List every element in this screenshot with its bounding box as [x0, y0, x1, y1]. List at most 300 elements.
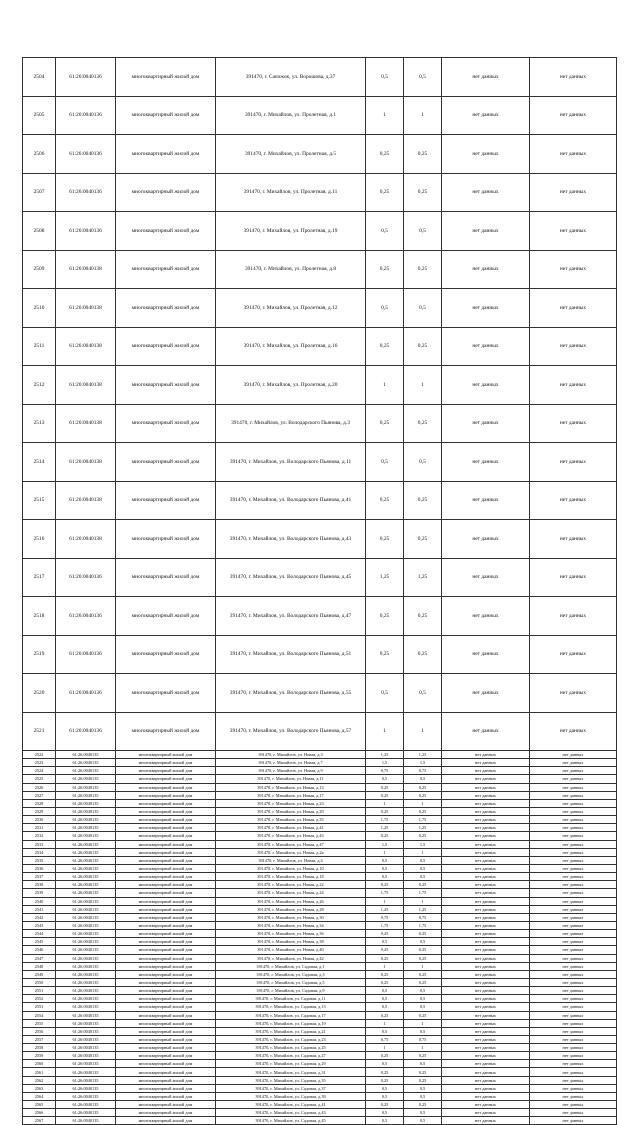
status-b-cell: нет данных: [530, 995, 617, 1003]
value-b-cell: 0,25: [404, 327, 442, 366]
table-row: [23, 864, 617, 872]
value-a-cell: 0,5: [366, 1060, 404, 1068]
value-a-cell: 1,75: [366, 816, 404, 824]
status-b-cell: нет данных: [530, 970, 617, 978]
status-a-cell: нет данных: [442, 954, 530, 962]
object-type-cell: многоквартирный жилой дом: [116, 946, 216, 954]
cadastral-number-cell: 61:26:0040135: [56, 832, 116, 840]
object-type-cell: многоквартирный жилой дом: [116, 954, 216, 962]
value-b-cell: 1: [404, 897, 442, 905]
value-b-cell: 0,25: [404, 791, 442, 799]
table-row: [23, 873, 617, 881]
status-b-cell: нет данных: [530, 807, 617, 815]
status-a-cell: нет данных: [442, 597, 530, 636]
status-b-cell: нет данных: [530, 897, 617, 905]
address-cell: 391470, г. Михайлов, ул. Володарского Пьянова, д.3: [216, 404, 366, 443]
cadastral-number-cell: 61:26:0040136: [56, 674, 116, 713]
value-a-cell: 0,5: [366, 1092, 404, 1100]
row-number-cell: 2507: [23, 173, 56, 212]
row-number-cell: 2561: [23, 1068, 56, 1076]
object-type-cell: многоквартирный жилой дом: [116, 1052, 216, 1060]
row-number-cell: 2510: [23, 289, 56, 328]
address-cell: 391470, г. Михайлов, ул. Пролетная, д.8: [216, 250, 366, 289]
table-row: [23, 1027, 617, 1035]
cadastral-number-cell: 61:26:0040136: [56, 635, 116, 674]
status-a-cell: нет данных: [442, 864, 530, 872]
address-cell: 391470, г. Михайлов, ул. Садовая, д.21: [216, 1027, 366, 1035]
value-b-cell: 0,25: [404, 832, 442, 840]
status-b-cell: нет данных: [530, 1117, 617, 1125]
address-cell: 391470, г. Михайлов, ул. Пролетная, д.11: [216, 173, 366, 212]
object-type-cell: многоквартирный жилой дом: [116, 1076, 216, 1084]
address-cell: 391470, г. Михайлов, ул. Новая, д.34: [216, 921, 366, 929]
object-type-cell: многоквартирный жилой дом: [116, 889, 216, 897]
value-b-cell: 1,25: [404, 558, 442, 597]
value-a-cell: 1,75: [366, 921, 404, 929]
status-a-cell: нет данных: [442, 856, 530, 864]
cadastral-number-cell: 61:26:0040138: [56, 289, 116, 328]
object-type-cell: многоквартирный жилой дом: [116, 987, 216, 995]
status-a-cell: нет данных: [442, 212, 530, 251]
address-cell: 391470, г. Михайлов, ул. Пролетная, д.5: [216, 135, 366, 174]
table-row: [23, 759, 617, 767]
cadastral-number-cell: 61:26:0040135: [56, 889, 116, 897]
object-type-cell: многоквартирный жилой дом: [116, 962, 216, 970]
value-b-cell: 0,5: [404, 674, 442, 713]
value-b-cell: 0,25: [404, 520, 442, 559]
value-a-cell: 0,25: [366, 135, 404, 174]
value-a-cell: 0,5: [366, 873, 404, 881]
status-b-cell: нет данных: [530, 1060, 617, 1068]
status-a-cell: нет данных: [442, 173, 530, 212]
row-number-cell: 2537: [23, 873, 56, 881]
cadastral-number-cell: 61:26:0040136: [56, 96, 116, 135]
status-b-cell: нет данных: [530, 1011, 617, 1019]
status-b-cell: нет данных: [530, 987, 617, 995]
cadastral-number-cell: 61:26:0040135: [56, 1052, 116, 1060]
object-type-cell: многоквартирный жилой дом: [116, 897, 216, 905]
object-type-cell: многоквартирный жилой дом: [116, 807, 216, 815]
row-number-cell: 2528: [23, 799, 56, 807]
table-row: [23, 250, 617, 289]
table-row: [23, 881, 617, 889]
status-b-cell: нет данных: [530, 1084, 617, 1092]
row-number-cell: 2547: [23, 954, 56, 962]
address-cell: 391470, г. Михайлов, ул. Новая, д.22: [216, 881, 366, 889]
value-a-cell: 0,5: [366, 775, 404, 783]
status-a-cell: нет данных: [442, 1019, 530, 1027]
value-a-cell: 0,25: [366, 1011, 404, 1019]
status-a-cell: нет данных: [442, 481, 530, 520]
address-cell: 391470, г. Михайлов, ул. Володарского Пьянова, д.57: [216, 712, 366, 751]
value-a-cell: 1,25: [366, 558, 404, 597]
row-number-cell: 2559: [23, 1052, 56, 1060]
table-row: [23, 404, 617, 443]
row-number-cell: 2550: [23, 978, 56, 986]
object-type-cell: многоквартирный жилой дом: [116, 1084, 216, 1092]
table-row: [23, 913, 617, 921]
table-row: [23, 799, 617, 807]
cadastral-number-cell: 61:26:0040138: [56, 366, 116, 405]
cadastral-number-cell: 61:26:0040135: [56, 824, 116, 832]
status-b-cell: нет данных: [530, 481, 617, 520]
address-cell: 391470, г. Михайлов, ул. Новая, д.17: [216, 791, 366, 799]
value-b-cell: 0,25: [404, 173, 442, 212]
status-b-cell: нет данных: [530, 873, 617, 881]
table-row: [23, 1003, 617, 1011]
cadastral-number-cell: 61:26:0040136: [56, 58, 116, 97]
value-a-cell: 0,25: [366, 327, 404, 366]
cadastral-number-cell: 61:26:0040138: [56, 443, 116, 482]
status-a-cell: нет данных: [442, 873, 530, 881]
table-row: [23, 856, 617, 864]
row-number-cell: 2506: [23, 135, 56, 174]
cadastral-number-cell: 61:26:0040135: [56, 799, 116, 807]
object-type-cell: многоквартирный жилой дом: [116, 1109, 216, 1117]
row-number-cell: 2519: [23, 635, 56, 674]
cadastral-number-cell: 61:26:0040135: [56, 1027, 116, 1035]
table-row: [23, 767, 617, 775]
table-row: [23, 173, 617, 212]
address-cell: 391470, г. Михайлов, ул. Пролетная, д.19: [216, 212, 366, 251]
table-row: [23, 1060, 617, 1068]
status-b-cell: нет данных: [530, 1027, 617, 1035]
cadastral-number-cell: 61:26:0040136: [56, 712, 116, 751]
status-a-cell: нет данных: [442, 848, 530, 856]
status-b-cell: нет данных: [530, 289, 617, 328]
value-a-cell: 0,75: [366, 767, 404, 775]
row-number-cell: 2531: [23, 824, 56, 832]
status-a-cell: нет данных: [442, 712, 530, 751]
value-b-cell: 0,75: [404, 767, 442, 775]
address-cell: 391470, г. Михайлов, ул. Садовая, д.1: [216, 962, 366, 970]
status-a-cell: нет данных: [442, 881, 530, 889]
value-b-cell: 0,5: [404, 58, 442, 97]
cadastral-number-cell: 61:26:0040138: [56, 250, 116, 289]
status-a-cell: нет данных: [442, 1052, 530, 1060]
cadastral-number-cell: 61:26:0040136: [56, 558, 116, 597]
status-a-cell: нет данных: [442, 921, 530, 929]
address-cell: 391470, г. Михайлов, ул. Новая, д.35: [216, 816, 366, 824]
address-cell: 391470, г. Михайлов, ул. Садовая, д.39: [216, 1092, 366, 1100]
row-number-cell: 2511: [23, 327, 56, 366]
table-row: [23, 1011, 617, 1019]
status-a-cell: нет данных: [442, 767, 530, 775]
status-a-cell: нет данных: [442, 1011, 530, 1019]
status-a-cell: нет данных: [442, 783, 530, 791]
address-cell: 391470, г. Михайлов, ул. Пролетная, д.1: [216, 96, 366, 135]
value-a-cell: 0,25: [366, 970, 404, 978]
status-a-cell: нет данных: [442, 289, 530, 328]
value-b-cell: 1,5: [404, 840, 442, 848]
table-row: [23, 1084, 617, 1092]
cadastral-number-cell: 61:26:0040138: [56, 327, 116, 366]
address-cell: 391470, г. Михайлов, ул. Пролетная, д.16: [216, 327, 366, 366]
value-a-cell: 0,25: [366, 930, 404, 938]
object-type-cell: многоквартирный жилой дом: [116, 905, 216, 913]
address-cell: 391470, г. Михайлов, ул. Садовая, д.41: [216, 1101, 366, 1109]
address-cell: 391470, г. Михайлов, ул. Садовая, д.37: [216, 1084, 366, 1092]
status-b-cell: нет данных: [530, 58, 617, 97]
row-number-cell: 2516: [23, 520, 56, 559]
value-a-cell: 1: [366, 1044, 404, 1052]
status-a-cell: нет данных: [442, 962, 530, 970]
row-number-cell: 2551: [23, 987, 56, 995]
table-row: [23, 558, 617, 597]
cadastral-number-cell: 61:26:0040135: [56, 816, 116, 824]
address-cell: 391470, г. Михайлов, ул. Новая, д.41: [216, 824, 366, 832]
address-cell: 391470, г. Михайлов, ул. Новая, д.9: [216, 767, 366, 775]
value-a-cell: 0,25: [366, 1052, 404, 1060]
value-b-cell: 0,5: [404, 289, 442, 328]
object-type-cell: многоквартирный жилой дом: [116, 856, 216, 864]
table-row: [23, 791, 617, 799]
cadastral-number-cell: 61:26:0040135: [56, 938, 116, 946]
status-b-cell: нет данных: [530, 327, 617, 366]
table-row: [23, 1092, 617, 1100]
table-row: [23, 889, 617, 897]
value-a-cell: 0,5: [366, 1027, 404, 1035]
status-a-cell: нет данных: [442, 978, 530, 986]
value-a-cell: 1: [366, 712, 404, 751]
status-a-cell: нет данных: [442, 674, 530, 713]
cadastral-number-cell: 61:26:0040135: [56, 856, 116, 864]
status-b-cell: нет данных: [530, 250, 617, 289]
status-a-cell: нет данных: [442, 1092, 530, 1100]
object-type-cell: многоквартирный жилой дом: [116, 558, 216, 597]
value-b-cell: 1: [404, 96, 442, 135]
address-cell: 391470, г. Михайлов, ул. Садовая, д.19: [216, 1019, 366, 1027]
status-a-cell: нет данных: [442, 135, 530, 174]
address-cell: 391470, г. Михайлов, ул. Володарского Пьянова, д.47: [216, 597, 366, 636]
value-a-cell: 0,5: [366, 289, 404, 328]
object-type-cell: многоквартирный жилой дом: [116, 289, 216, 328]
status-b-cell: нет данных: [530, 558, 617, 597]
value-b-cell: 0,5: [404, 1060, 442, 1068]
value-a-cell: 0,25: [366, 832, 404, 840]
object-type-cell: многоквартирный жилой дом: [116, 791, 216, 799]
cadastral-number-cell: 61:26:0040135: [56, 759, 116, 767]
value-a-cell: 1,5: [366, 840, 404, 848]
status-a-cell: нет данных: [442, 946, 530, 954]
status-a-cell: нет данных: [442, 1084, 530, 1092]
status-b-cell: нет данных: [530, 954, 617, 962]
table-body: [23, 58, 617, 1125]
cadastral-number-cell: 61:26:0040135: [56, 807, 116, 815]
value-a-cell: 0,5: [366, 1084, 404, 1092]
address-cell: 391470, г. Михайлов, ул. Садовая, д.27: [216, 1052, 366, 1060]
status-b-cell: нет данных: [530, 889, 617, 897]
value-b-cell: 0,5: [404, 995, 442, 1003]
status-b-cell: нет данных: [530, 1003, 617, 1011]
cadastral-number-cell: 61:26:0040135: [56, 751, 116, 759]
row-number-cell: 2549: [23, 970, 56, 978]
object-type-cell: многоквартирный жилой дом: [116, 1101, 216, 1109]
status-b-cell: нет данных: [530, 674, 617, 713]
status-b-cell: нет данных: [530, 930, 617, 938]
status-b-cell: нет данных: [530, 783, 617, 791]
address-cell: 391470, г. Михайлов, ул. Новая, д.43: [216, 832, 366, 840]
cadastral-number-cell: 61:26:0040135: [56, 954, 116, 962]
status-a-cell: нет данных: [442, 799, 530, 807]
status-b-cell: нет данных: [530, 1068, 617, 1076]
value-a-cell: 0,25: [366, 1076, 404, 1084]
status-a-cell: нет данных: [442, 938, 530, 946]
cadastral-number-cell: 61:26:0040135: [56, 978, 116, 986]
status-b-cell: нет данных: [530, 848, 617, 856]
object-type-cell: многоквартирный жилой дом: [116, 970, 216, 978]
value-b-cell: 0,5: [404, 443, 442, 482]
cadastral-number-cell: 61:26:0040136: [56, 212, 116, 251]
cadastral-number-cell: 61:26:0040135: [56, 1011, 116, 1019]
status-a-cell: нет данных: [442, 995, 530, 1003]
value-b-cell: 0,5: [404, 856, 442, 864]
address-cell: 391470, г. Михайлов, ул. Новая, д.36: [216, 930, 366, 938]
value-b-cell: 0,5: [404, 212, 442, 251]
address-cell: 391470, г. Михайлов, ул. Новая, д.30: [216, 913, 366, 921]
object-type-cell: многоквартирный жилой дом: [116, 597, 216, 636]
table-row: [23, 995, 617, 1003]
status-a-cell: нет данных: [442, 250, 530, 289]
status-a-cell: нет данных: [442, 58, 530, 97]
value-a-cell: 0,5: [366, 938, 404, 946]
status-a-cell: нет данных: [442, 775, 530, 783]
cadastral-number-cell: 61:26:0040135: [56, 1019, 116, 1027]
status-a-cell: нет данных: [442, 1109, 530, 1117]
row-number-cell: 2548: [23, 962, 56, 970]
cadastral-number-cell: 61:26:0040135: [56, 962, 116, 970]
table-row: [23, 848, 617, 856]
address-cell: 391470, г. Михайлов, ул. Володарского Пьянова, д.11: [216, 443, 366, 482]
value-b-cell: 0,5: [404, 1084, 442, 1092]
row-number-cell: 2522: [23, 751, 56, 759]
value-b-cell: 0,25: [404, 1068, 442, 1076]
value-b-cell: 0,5: [404, 1027, 442, 1035]
table-row: [23, 366, 617, 405]
address-cell: 391470, г. Михайлов, ул. Садовая, д.9: [216, 987, 366, 995]
value-a-cell: 0,25: [366, 791, 404, 799]
status-b-cell: нет данных: [530, 938, 617, 946]
status-b-cell: нет данных: [530, 1109, 617, 1117]
value-b-cell: 1,75: [404, 889, 442, 897]
table-row: [23, 824, 617, 832]
object-type-cell: многоквартирный жилой дом: [116, 832, 216, 840]
value-a-cell: 0,5: [366, 674, 404, 713]
value-a-cell: 0,5: [366, 864, 404, 872]
row-number-cell: 2565: [23, 1101, 56, 1109]
status-a-cell: нет данных: [442, 913, 530, 921]
object-type-cell: многоквартирный жилой дом: [116, 824, 216, 832]
address-cell: 391470, г. Михайлов, ул. Новая, д.29: [216, 807, 366, 815]
status-a-cell: нет данных: [442, 791, 530, 799]
status-b-cell: нет данных: [530, 212, 617, 251]
value-a-cell: 1: [366, 96, 404, 135]
cadastral-number-cell: 61:26:0040136: [56, 173, 116, 212]
row-number-cell: 2525: [23, 775, 56, 783]
value-b-cell: 1: [404, 1019, 442, 1027]
status-b-cell: нет данных: [530, 840, 617, 848]
table-row: [23, 921, 617, 929]
cadastral-number-cell: 61:26:0040135: [56, 1092, 116, 1100]
address-cell: 391470, г. Михайлов, ул. Володарского Пьянова, д.43: [216, 520, 366, 559]
row-number-cell: 2526: [23, 783, 56, 791]
cadastral-number-cell: 61:26:0040135: [56, 1035, 116, 1043]
table-row: [23, 970, 617, 978]
table-row: [23, 775, 617, 783]
cadastral-number-cell: 61:26:0040135: [56, 1117, 116, 1125]
cadastral-number-cell: 61:26:0040135: [56, 881, 116, 889]
object-type-cell: многоквартирный жилой дом: [116, 1044, 216, 1052]
address-cell: 391470, г. Михайлов, ул. Пролетная, д.20: [216, 366, 366, 405]
table-row: [23, 816, 617, 824]
row-number-cell: 2512: [23, 366, 56, 405]
status-b-cell: нет данных: [530, 1101, 617, 1109]
value-a-cell: 1,25: [366, 751, 404, 759]
value-a-cell: 0,5: [366, 987, 404, 995]
row-number-cell: 2517: [23, 558, 56, 597]
table-row: [23, 443, 617, 482]
status-b-cell: нет данных: [530, 799, 617, 807]
table-row: [23, 946, 617, 954]
value-a-cell: 0,25: [366, 978, 404, 986]
address-cell: 391470, г. Михайлов, ул. Новая, д.3: [216, 751, 366, 759]
object-type-cell: многоквартирный жилой дом: [116, 848, 216, 856]
address-cell: 391470, г. Михайлов, ул. Садовая, д.13: [216, 1003, 366, 1011]
status-b-cell: нет данных: [530, 635, 617, 674]
cadastral-number-cell: 61:26:0040135: [56, 987, 116, 995]
status-a-cell: нет данных: [442, 889, 530, 897]
object-type-cell: многоквартирный жилой дом: [116, 1060, 216, 1068]
row-number-cell: 2509: [23, 250, 56, 289]
value-a-cell: 1: [366, 799, 404, 807]
table-row: [23, 751, 617, 759]
value-a-cell: 1,25: [366, 824, 404, 832]
cadastral-number-cell: 61:26:0040135: [56, 1060, 116, 1068]
value-b-cell: 0,5: [404, 775, 442, 783]
cadastral-number-cell: 61:26:0040135: [56, 1068, 116, 1076]
status-a-cell: нет данных: [442, 1101, 530, 1109]
object-type-cell: многоквартирный жилой дом: [116, 481, 216, 520]
value-a-cell: 0,25: [366, 481, 404, 520]
value-a-cell: 0,25: [366, 250, 404, 289]
value-b-cell: 0,25: [404, 250, 442, 289]
status-a-cell: нет данных: [442, 1027, 530, 1035]
value-b-cell: 0,5: [404, 1003, 442, 1011]
address-cell: 391470, г. Михайлов, ул. Новая, д.28: [216, 905, 366, 913]
cadastral-number-cell: 61:26:0040138: [56, 520, 116, 559]
table-row: [23, 520, 617, 559]
row-number-cell: 2557: [23, 1035, 56, 1043]
status-b-cell: нет данных: [530, 135, 617, 174]
status-b-cell: нет данных: [530, 832, 617, 840]
address-cell: 391470, г. Михайлов, ул. Садовая, д.17: [216, 1011, 366, 1019]
table-row: [23, 1109, 617, 1117]
value-a-cell: 0,75: [366, 913, 404, 921]
row-number-cell: 2558: [23, 1044, 56, 1052]
table-row: [23, 1101, 617, 1109]
value-b-cell: 1: [404, 366, 442, 405]
value-a-cell: 0,25: [366, 635, 404, 674]
value-a-cell: 1: [366, 366, 404, 405]
address-cell: 391470, г. Михайлов, ул. Новая, д.13: [216, 783, 366, 791]
status-a-cell: нет данных: [442, 1068, 530, 1076]
object-type-cell: многоквартирный жилой дом: [116, 443, 216, 482]
value-a-cell: 1: [366, 848, 404, 856]
value-b-cell: 1: [404, 962, 442, 970]
object-type-cell: многоквартирный жилой дом: [116, 674, 216, 713]
row-number-cell: 2530: [23, 816, 56, 824]
value-b-cell: 0,25: [404, 881, 442, 889]
